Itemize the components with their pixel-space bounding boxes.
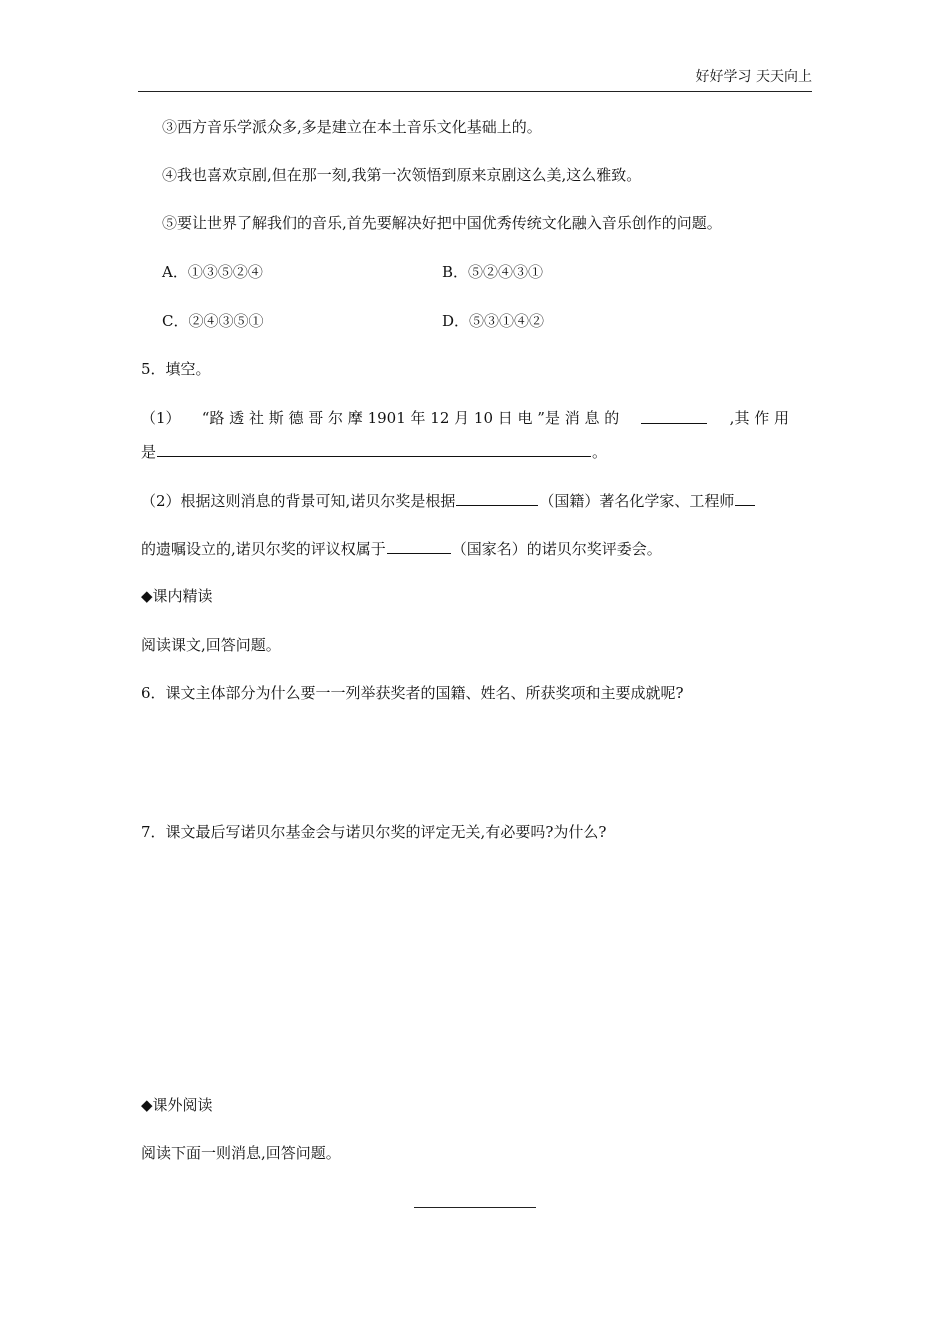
q4-option-c: C．②④③⑤①	[162, 312, 264, 330]
q5-part2-a: （2）根据这则消息的背景可知,诺贝尔奖是根据	[141, 492, 456, 510]
q5-part1-line2	[141, 441, 607, 462]
q4-option-b: B．⑤②④③①	[442, 263, 544, 281]
section-in-class-heading: ◆课内精读	[141, 587, 213, 605]
q4-item-3: ③西方音乐学派众多,多是建立在本土音乐文化基础上的。	[162, 118, 542, 136]
q5-title: 5．填空。	[141, 360, 211, 378]
q5-part1-line1	[141, 408, 789, 428]
q5-part1-line2-end: 。	[592, 443, 608, 461]
header-divider	[138, 91, 812, 92]
question-6: 6．课文主体部分为什么要一一列举获奖者的国籍、姓名、所获奖项和主要成就呢?	[141, 684, 684, 702]
q4-option-d: D．⑤③①④②	[442, 312, 545, 330]
section-out-class-instruction: 阅读下面一则消息,回答问题。	[141, 1144, 341, 1162]
q5-blank-5[interactable]	[387, 538, 451, 554]
q5-blank-3[interactable]	[456, 490, 538, 506]
page-header: 好好学习 天天向上	[695, 69, 812, 85]
q5-blank-4[interactable]	[735, 490, 755, 506]
q5-part2-line1	[141, 490, 756, 511]
question-7: 7．课文最后写诺贝尔基金会与诺贝尔奖的评定无关,有必要吗?为什么?	[141, 823, 607, 841]
q4-option-a: A．①③⑤②④	[162, 263, 263, 281]
q5-part1-line2-start: 是	[141, 443, 157, 461]
q4-item-4: ④我也喜欢京剧,但在那一刻,我第一次领悟到原来京剧这么美,这么雅致。	[162, 166, 642, 184]
q5-part2-c: 的遗嘱设立的,诺贝尔奖的评议权属于	[141, 540, 386, 558]
q4-item-5: ⑤要让世界了解我们的音乐,首先要解决好把中国优秀传统文化融入音乐创作的问题。	[162, 214, 722, 232]
footer-divider	[414, 1207, 536, 1208]
q5-blank-2[interactable]	[157, 441, 591, 457]
section-in-class-instruction: 阅读课文,回答问题。	[141, 636, 281, 654]
q5-part1-quote: “路 透 社 斯 德 哥 尔 摩 1901 年 12 月 10 日 电 ”是 消 息 的	[201, 409, 620, 427]
section-out-class-heading: ◆课外阅读	[141, 1096, 213, 1114]
q5-blank-1[interactable]	[641, 408, 707, 424]
q5-part2-d: （国家名）的诺贝尔奖评委会。	[451, 540, 662, 558]
q5-part2-b: （国籍）著名化学家、工程师	[539, 492, 735, 510]
q5-part1-mid: ,其 作 用	[729, 409, 789, 427]
q5-part1-open: （1）	[141, 409, 181, 427]
q5-part2-line2	[141, 538, 662, 559]
